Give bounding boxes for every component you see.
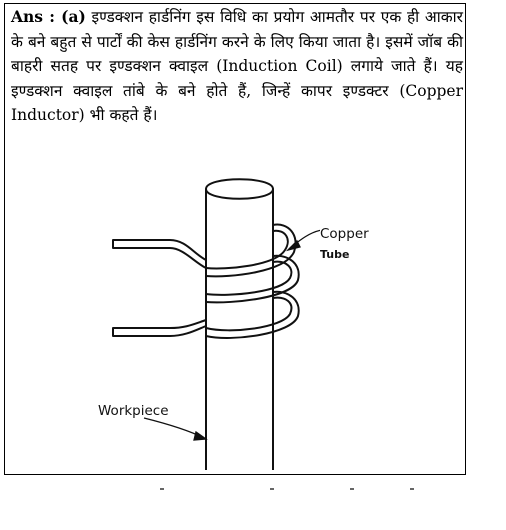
answer-paragraph: [11, 5, 463, 128]
upper-lead-wire: [113, 240, 206, 268]
workpiece-top: [206, 179, 273, 199]
induction-coil-diagram: [90, 170, 320, 470]
cropped-next-line: [150, 488, 450, 491]
copper-label: Copper: [320, 226, 369, 242]
copper-arrowhead: [288, 241, 300, 250]
workpiece-arrowhead: [194, 432, 206, 440]
tube-label: Tube: [320, 248, 350, 261]
answer-prefix: Ans : (a): [11, 7, 86, 26]
answer-body: इण्डक्शन हार्डनिंग इस विधि का प्रयोग आमतौर पर एक ही आकार के बने बहुत से पार्टों की केस हार्डनिंग करने के लिए किया जाता है। इसमें जॉब की बाहरी सतह पर इण्डक्शन क्वाइल (Induction Coil) लगाये जाते हैं। यह इण्डक्शन क्वाइल तांबे के बने होते हैं, जिन्हें कापर इण्डक्टर (Copper Inductor) भी कहते हैं।: [11, 8, 463, 124]
lower-lead-wire: [113, 320, 206, 336]
workpiece-label: Workpiece: [98, 403, 169, 419]
coil-turn-1: [206, 231, 288, 269]
